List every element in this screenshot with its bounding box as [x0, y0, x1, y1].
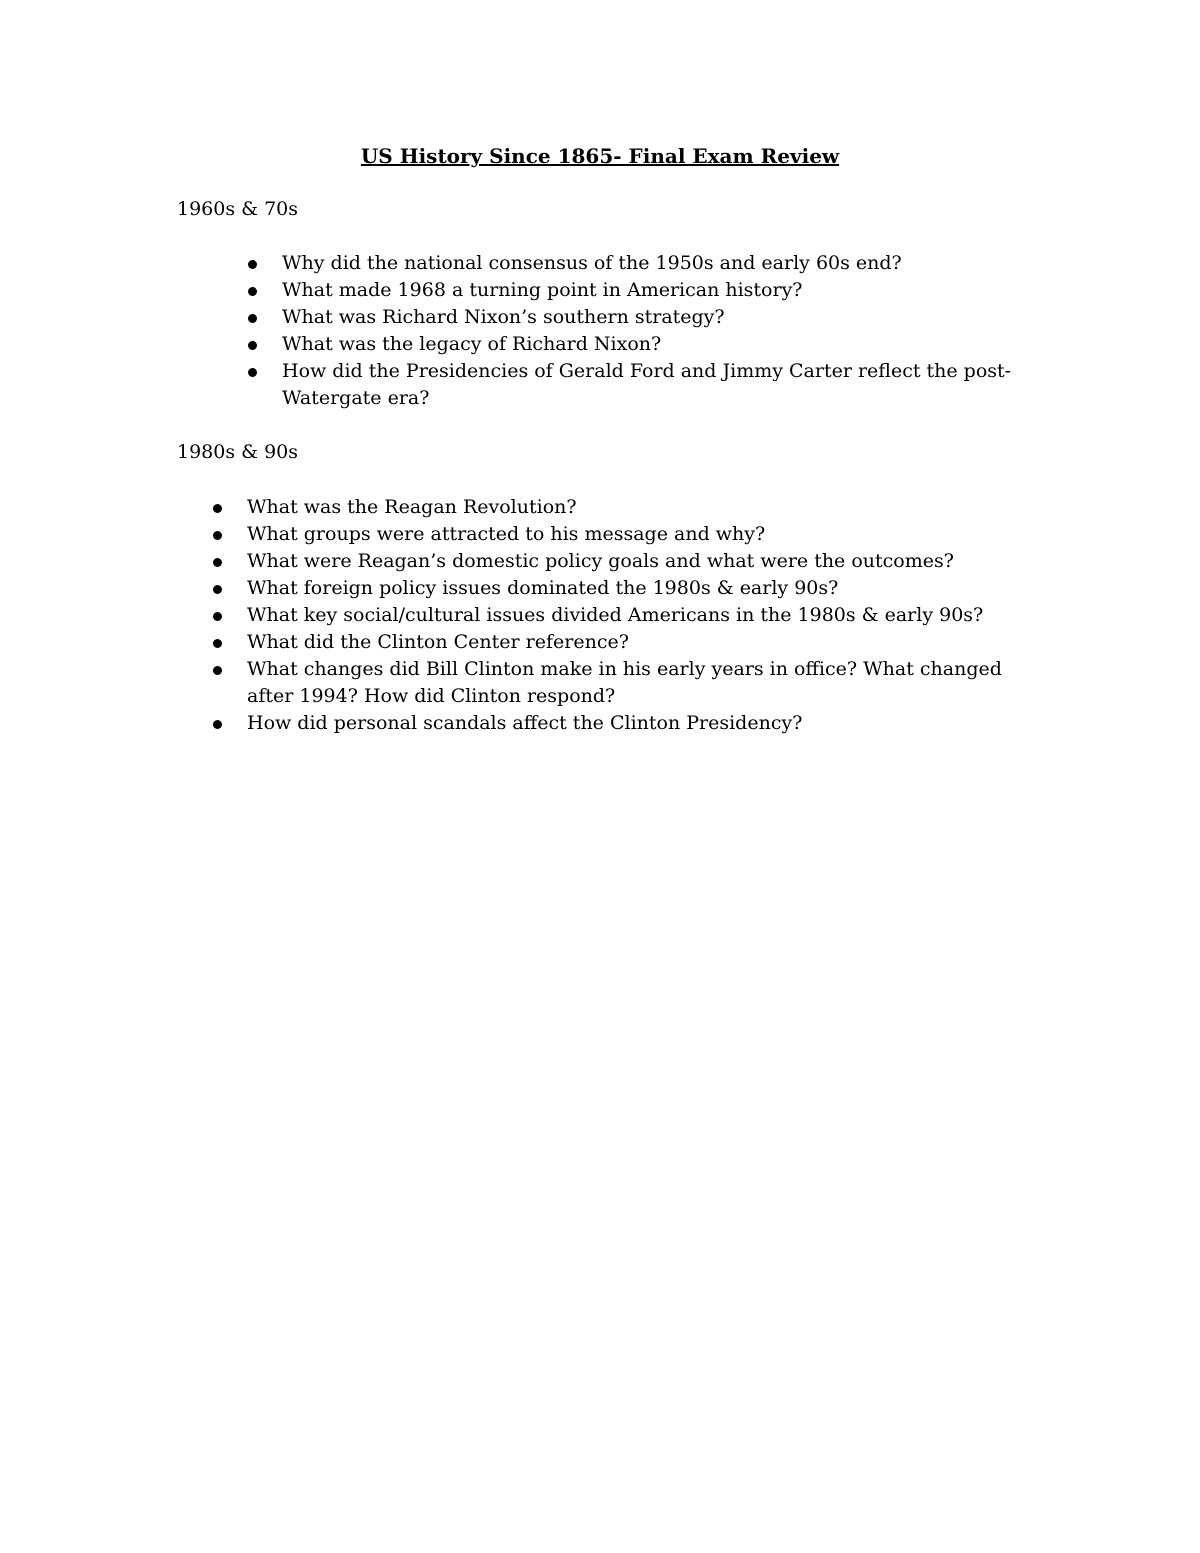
bullet-icon	[213, 639, 222, 648]
list-item	[247, 629, 1017, 656]
list-item	[282, 304, 1022, 331]
question-text: What was Richard Nixon’s southern strategy?	[282, 306, 725, 328]
bullet-icon	[213, 558, 222, 567]
question-text: What was the Reagan Revolution?	[247, 496, 577, 518]
question-text: What was the legacy of Richard Nixon?	[282, 333, 662, 355]
bullet-icon	[213, 666, 222, 675]
question-text: What groups were attracted to his message and why?	[247, 523, 766, 545]
question-text: What were Reagan’s domestic policy goals and what were the outcomes?	[247, 550, 954, 572]
list-item	[247, 710, 1017, 737]
list-item	[247, 656, 1017, 710]
bullet-icon	[213, 531, 222, 540]
bullet-icon	[213, 720, 222, 729]
question-text: Why did the national consensus of the 1950s and early 60s end?	[282, 252, 902, 274]
question-text: What changes did Bill Clinton make in his early years in office? What changed after 1994? How did Clinton respond?	[247, 658, 1002, 707]
bullet-icon	[248, 314, 257, 323]
list-item	[247, 521, 1017, 548]
question-text: What made 1968 a turning point in American history?	[282, 279, 803, 301]
question-list-1960s-70s	[282, 250, 1022, 412]
question-list-1980s-90s	[247, 494, 1017, 737]
bullet-icon	[248, 341, 257, 350]
section-heading-1960s-70s: 1960s & 70s	[177, 198, 299, 220]
bullet-icon	[248, 368, 257, 377]
list-item	[247, 494, 1017, 521]
bullet-icon	[248, 287, 257, 296]
page-title: US History Since 1865- Final Exam Review	[360, 144, 840, 168]
question-text: How did the Presidencies of Gerald Ford and Jimmy Carter reflect the post-Watergate era?	[282, 360, 1012, 409]
section-heading-1980s-90s: 1980s & 90s	[177, 441, 299, 463]
bullet-icon	[248, 260, 257, 269]
list-item	[247, 548, 1017, 575]
list-item	[282, 250, 1022, 277]
list-item	[282, 277, 1022, 304]
bullet-icon	[213, 585, 222, 594]
list-item	[282, 358, 1022, 412]
question-text: How did personal scandals affect the Clinton Presidency?	[247, 712, 803, 734]
list-item	[282, 331, 1022, 358]
list-item	[247, 575, 1017, 602]
question-text: What did the Clinton Center reference?	[247, 631, 629, 653]
question-text: What key social/cultural issues divided Americans in the 1980s & early 90s?	[247, 604, 984, 626]
question-text: What foreign policy issues dominated the 1980s & early 90s?	[247, 577, 839, 599]
bullet-icon	[213, 504, 222, 513]
bullet-icon	[213, 612, 222, 621]
list-item	[247, 602, 1017, 629]
